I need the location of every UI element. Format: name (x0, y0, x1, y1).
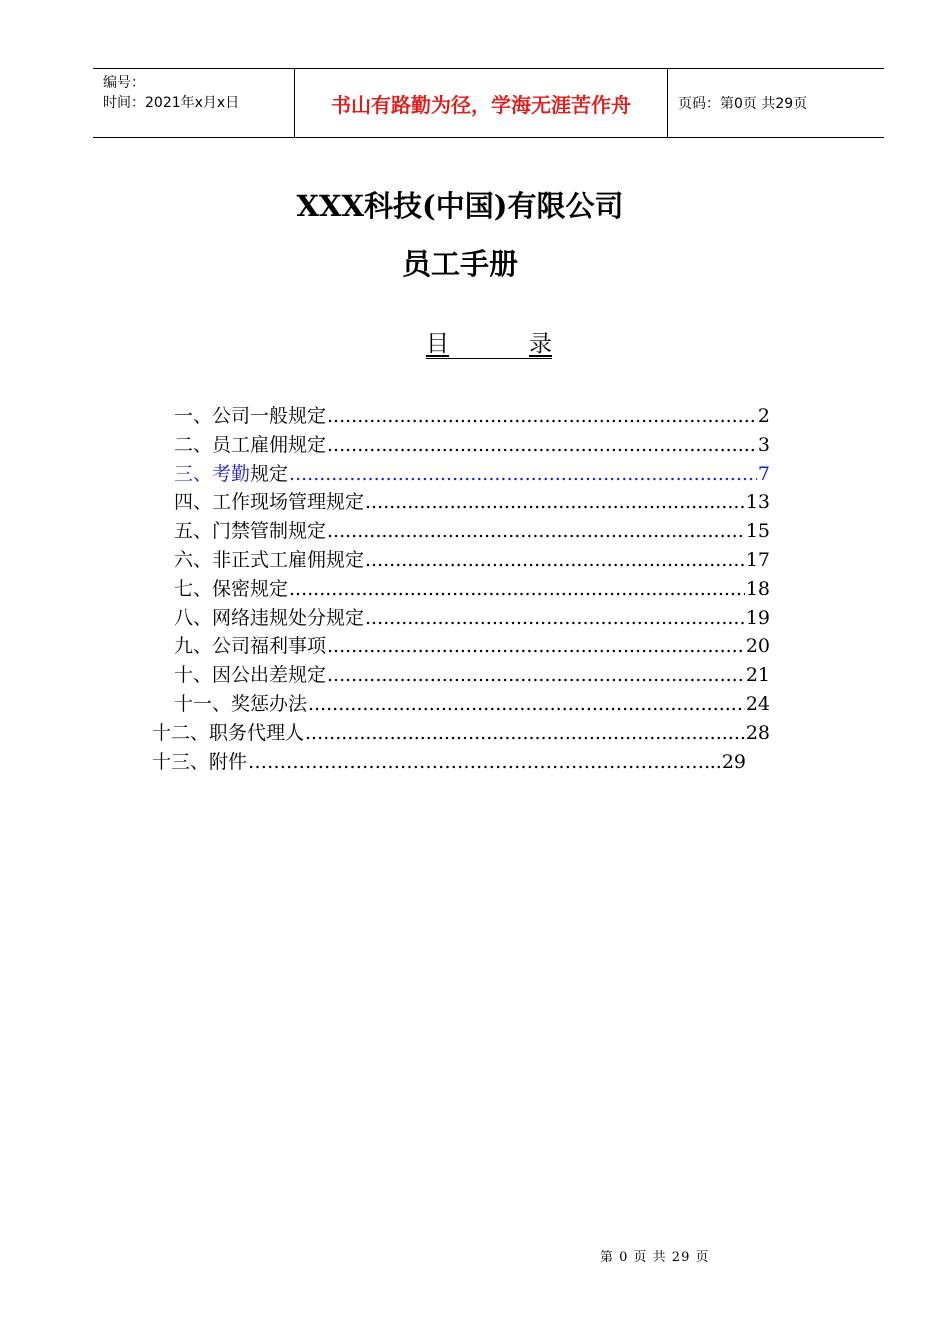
toc-leader (305, 719, 745, 748)
toc-item-label-rest: 规定 (250, 462, 289, 485)
toc-item-2[interactable] (130, 431, 770, 460)
page-footer: 第 0 页 共 29 页 (600, 1250, 710, 1265)
toc-item-page: 20 (745, 635, 770, 658)
toc-item-label: 十、因公出差规定 (174, 664, 327, 687)
toc-item-link-text[interactable]: 三、考勤 (174, 462, 251, 485)
toc-item-label: 五、门禁管制规定 (174, 520, 327, 543)
toc-heading-left: 目 (426, 331, 449, 357)
toc-item-page: 28 (745, 721, 770, 744)
toc-item-11[interactable] (130, 690, 770, 719)
toc-item-page: ..29 (709, 750, 746, 773)
toc-leader (327, 632, 745, 661)
toc-item-label: 七、保密规定 (174, 577, 289, 600)
toc-leader (289, 460, 757, 489)
toc-item-page: 13 (745, 491, 770, 514)
toc-leader (365, 546, 745, 575)
toc-item-label: 四、工作现场管理规定 (174, 491, 365, 514)
toc-item-label: 二、员工雇佣规定 (174, 433, 327, 456)
toc-leader (327, 517, 745, 546)
toc-item-page: 19 (745, 606, 770, 629)
toc-item-12[interactable] (130, 719, 770, 748)
toc-item-label: 九、公司福利事项 (174, 635, 327, 658)
toc-item-6[interactable] (130, 546, 770, 575)
toc-item-page: 24 (745, 692, 770, 715)
toc-leader (289, 575, 745, 604)
toc-item-3[interactable] (130, 460, 770, 489)
toc-item-8[interactable] (130, 604, 770, 633)
code-label: 编号： (103, 75, 145, 91)
toc-item-label: 一、公司一般规定 (174, 405, 327, 427)
toc-item-1[interactable] (130, 402, 770, 431)
toc-item-label: 六、非正式工雇佣规定 (174, 548, 365, 571)
toc-item-5[interactable] (130, 517, 770, 546)
toc-item-page: 7 (757, 462, 770, 485)
header-motto: 书山有路勤为径，学海无涯苦作舟 (295, 69, 668, 137)
toc-item-label: 十三、附件 (152, 750, 248, 773)
toc-heading-right: 录 (529, 331, 552, 357)
toc-item-page: 3 (757, 433, 770, 456)
header-meta (93, 69, 295, 137)
toc-item-label (174, 460, 288, 489)
toc-item-4[interactable] (130, 488, 770, 517)
document-title: 员工手册 (401, 247, 518, 281)
header-page-info: 页码：第0页 共29页 (678, 96, 808, 112)
toc-leader (308, 690, 745, 719)
time-label: 时间：2021年x月x日 (103, 95, 240, 111)
toc-item-page: 17 (745, 548, 770, 571)
toc-item-13[interactable] (130, 748, 746, 777)
toc-item-page: 18 (745, 577, 770, 600)
toc-leader (365, 488, 745, 517)
toc-item-label: 八、网络违规处分规定 (174, 606, 365, 629)
toc-item-10[interactable] (130, 661, 770, 690)
toc-item-9[interactable] (130, 632, 770, 661)
table-of-contents (130, 402, 770, 776)
toc-item-page: 21 (745, 664, 770, 687)
toc-item-7[interactable] (130, 575, 770, 604)
toc-item-page: 15 (745, 520, 770, 543)
toc-item-page: 2 (757, 405, 770, 427)
toc-heading (426, 330, 552, 359)
toc-leader (327, 431, 757, 460)
toc-item-label: 十一、奖惩办法 (174, 692, 308, 715)
page-header (93, 68, 884, 138)
toc-item-label: 十二、职务代理人 (152, 721, 305, 744)
toc-leader (327, 661, 745, 690)
toc-leader (248, 748, 709, 777)
company-title: XXX科技(中国)有限公司 (296, 189, 624, 223)
toc-leader (327, 402, 757, 431)
toc-leader (365, 604, 745, 633)
